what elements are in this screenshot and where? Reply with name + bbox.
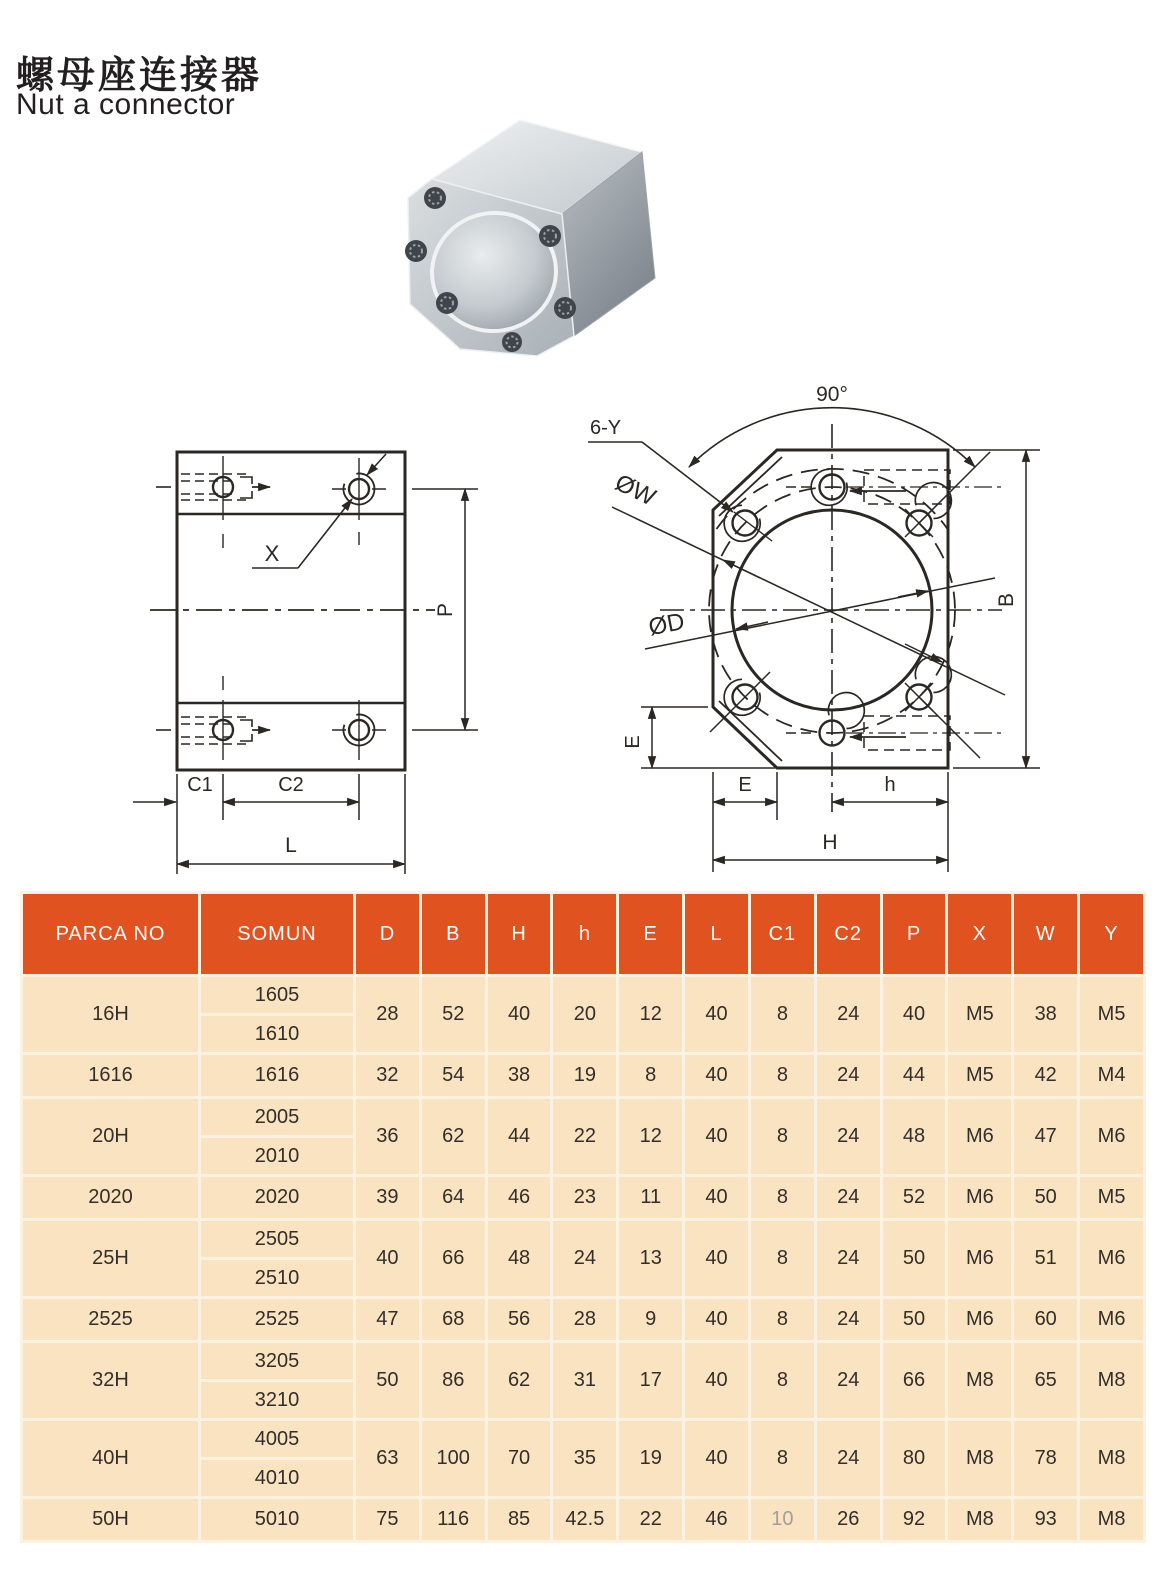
table-row [22,1098,1145,1137]
dim-label-6y: 6-Y [590,417,622,439]
dim-label-c2: C2 [278,774,304,796]
cell-h: 20 [552,976,618,1054]
spec-table-body [22,976,1145,1542]
cell-l: 40 [684,1420,750,1498]
cell-b: 62 [420,1098,486,1176]
column-header-w: W [1013,893,1079,976]
product-photo-drawing [372,106,687,384]
cell-d: 75 [355,1498,421,1542]
cell-somun: 2505 [200,1220,355,1259]
cell-l: 40 [684,1176,750,1220]
cell-e: 17 [618,1342,684,1420]
cell-d: 36 [355,1098,421,1176]
cell-l: 40 [684,1054,750,1098]
cell-l: 46 [684,1498,750,1542]
cell-c1: 8 [749,1342,815,1420]
cell-c2: 24 [815,1176,881,1220]
dim-x [252,499,352,568]
dim-label-e-side: E [622,735,644,749]
cell-w: 47 [1013,1098,1079,1176]
cell-c1: 8 [749,1098,815,1176]
spec-table [20,891,1146,1543]
page-title-chinese: 螺母座连接器 [16,55,263,97]
cell-c1: 8 [749,1220,815,1298]
cell-x: M8 [947,1498,1013,1542]
dim-label-l: L [285,834,297,857]
cell-parca-no: 2020 [22,1176,200,1220]
cell-d: 47 [355,1298,421,1342]
cell-h: 48 [486,1220,552,1298]
cell-x: M5 [947,976,1013,1054]
cell-y: M8 [1079,1342,1145,1420]
cell-p: 50 [881,1298,947,1342]
cell-c1: 10 [749,1498,815,1542]
cell-l: 40 [684,1298,750,1342]
cell-h: 62 [486,1342,552,1420]
column-header-p: P [881,893,947,976]
dim-label-c1: C1 [187,774,213,796]
front-view-hole-thread-arcs [724,469,951,728]
front-view-hidden-detail-top [846,470,1002,504]
side-hole-bottom-right [332,700,386,760]
cell-w: 60 [1013,1298,1079,1342]
column-header-somun: SOMUN [200,893,355,976]
cell-e: 13 [618,1220,684,1298]
spec-table-section [20,891,1146,1543]
cell-h: 56 [486,1298,552,1342]
cell-b: 52 [420,976,486,1054]
cell-somun: 3210 [200,1381,355,1420]
cell-p: 66 [881,1342,947,1420]
cell-e: 11 [618,1176,684,1220]
cell-h: 22 [552,1098,618,1176]
cell-p: 40 [881,976,947,1054]
cell-p: 44 [881,1054,947,1098]
cell-somun: 3205 [200,1342,355,1381]
cell-e: 19 [618,1420,684,1498]
cell-l: 40 [684,1098,750,1176]
cell-h: 42.5 [552,1498,618,1542]
cell-e: 12 [618,976,684,1054]
cell-b: 68 [420,1298,486,1342]
cell-h: 70 [486,1420,552,1498]
side-hole-top-right [332,454,386,545]
cell-h: 44 [486,1098,552,1176]
cell-w: 51 [1013,1220,1079,1298]
cell-y: M6 [1079,1298,1145,1342]
cell-b: 86 [420,1342,486,1420]
cell-e: 12 [618,1098,684,1176]
cell-parca-no: 40H [22,1420,200,1498]
cell-y: M8 [1079,1420,1145,1498]
cell-c1: 8 [749,1420,815,1498]
dim-e-side [622,707,775,768]
cell-h: 24 [552,1220,618,1298]
cell-parca-no: 25H [22,1220,200,1298]
cell-p: 52 [881,1176,947,1220]
dim-c1-c2-l [133,774,405,874]
cell-y: M4 [1079,1054,1145,1098]
cell-somun: 4010 [200,1459,355,1498]
column-header-b: B [420,893,486,976]
cell-parca-no: 2525 [22,1298,200,1342]
dim-label-p: P [434,602,457,618]
cell-p: 80 [881,1420,947,1498]
cell-somun: 1610 [200,1015,355,1054]
cell-d: 39 [355,1176,421,1220]
dim-label-w: ØW [610,469,660,512]
cell-h: 28 [552,1298,618,1342]
cell-h: 85 [486,1498,552,1542]
dim-label-h-small: h [884,774,896,796]
cell-x: M8 [947,1342,1013,1420]
cell-b: 54 [420,1054,486,1098]
cell-somun: 2020 [200,1176,355,1220]
cell-x: M6 [947,1176,1013,1220]
dim-label-b: B [995,592,1018,608]
cell-somun: 5010 [200,1498,355,1542]
cell-somun: 1605 [200,976,355,1015]
dim-p [412,489,478,730]
dim-d [645,578,995,649]
cell-x: M6 [947,1298,1013,1342]
dim-label-x: X [264,541,280,566]
dim-label-90: 90° [816,383,848,406]
front-view-chamfer-lines [719,457,782,761]
cell-p: 50 [881,1220,947,1298]
cell-d: 50 [355,1342,421,1420]
spec-table-head [22,893,1145,976]
column-header-y: Y [1079,893,1145,976]
cell-somun: 2525 [200,1298,355,1342]
cell-c1: 8 [749,1176,815,1220]
side-hole-top-left [156,456,270,548]
cell-w: 38 [1013,976,1079,1054]
front-view-hidden-detail-bottom [846,716,1002,750]
cell-parca-no: 1616 [22,1054,200,1098]
cell-l: 40 [684,976,750,1054]
cell-somun: 2510 [200,1259,355,1298]
cell-w: 50 [1013,1176,1079,1220]
cell-c2: 24 [815,1220,881,1298]
cell-e: 8 [618,1054,684,1098]
cell-e: 22 [618,1498,684,1542]
table-row [22,1342,1145,1381]
cell-parca-no: 16H [22,976,200,1054]
cell-h: 35 [552,1420,618,1498]
page-title-english: Nut a connector [16,88,236,121]
cell-c2: 24 [815,1342,881,1420]
cell-b: 116 [420,1498,486,1542]
cell-d: 32 [355,1054,421,1098]
dim-label-h-large: H [822,831,838,854]
cell-c1: 8 [749,1298,815,1342]
column-header-l: L [684,893,750,976]
table-row [22,1176,1145,1220]
cell-c2: 24 [815,1420,881,1498]
cell-p: 48 [881,1098,947,1176]
side-hole-bottom-left [156,676,270,760]
cell-e: 9 [618,1298,684,1342]
table-row [22,1220,1145,1259]
cell-l: 40 [684,1342,750,1420]
cell-h: 40 [486,976,552,1054]
cell-x: M8 [947,1420,1013,1498]
cell-c2: 24 [815,1054,881,1098]
cell-c2: 24 [815,1298,881,1342]
cell-y: M8 [1079,1498,1145,1542]
cell-somun: 2010 [200,1137,355,1176]
table-row [22,1298,1145,1342]
cell-l: 40 [684,1220,750,1298]
cell-c2: 26 [815,1498,881,1542]
cell-somun: 1616 [200,1054,355,1098]
front-view-drawing [558,368,1060,880]
cell-h: 19 [552,1054,618,1098]
column-header-d: D [355,893,421,976]
cell-parca-no: 20H [22,1098,200,1176]
side-view-flange-lines [177,514,405,703]
cell-h: 31 [552,1342,618,1420]
column-header-x: X [947,893,1013,976]
table-row [22,1054,1145,1098]
cell-y: M5 [1079,1176,1145,1220]
table-row [22,1498,1145,1542]
dim-label-d: ØD [646,607,687,642]
cell-y: M6 [1079,1220,1145,1298]
cell-c2: 24 [815,976,881,1054]
cell-somun: 4005 [200,1420,355,1459]
cell-d: 28 [355,976,421,1054]
table-row [22,976,1145,1015]
cell-b: 100 [420,1420,486,1498]
dim-e-h-H [713,772,948,872]
cell-x: M5 [947,1054,1013,1098]
cell-somun: 2005 [200,1098,355,1137]
column-header-h: H [486,893,552,976]
cell-y: M6 [1079,1098,1145,1176]
cell-parca-no: 32H [22,1342,200,1420]
cell-w: 65 [1013,1342,1079,1420]
dim-label-e-bottom: E [738,774,752,796]
dim-b [953,450,1040,768]
cell-x: M6 [947,1098,1013,1176]
cell-c2: 24 [815,1098,881,1176]
column-header-h: h [552,893,618,976]
cell-y: M5 [1079,976,1145,1054]
cell-p: 92 [881,1498,947,1542]
cell-c1: 8 [749,976,815,1054]
cell-w: 42 [1013,1054,1079,1098]
cell-b: 66 [420,1220,486,1298]
cell-w: 78 [1013,1420,1079,1498]
column-header-c2: C2 [815,893,881,976]
header-row [22,893,1145,976]
product-photo [372,106,687,384]
cell-h: 46 [486,1176,552,1220]
cell-parca-no: 50H [22,1498,200,1542]
cell-d: 63 [355,1420,421,1498]
column-header-e: E [618,893,684,976]
column-header-parca-no: PARCA NO [22,893,200,976]
cell-h: 38 [486,1054,552,1098]
column-header-c1: C1 [749,893,815,976]
cell-w: 93 [1013,1498,1079,1542]
cell-x: M6 [947,1220,1013,1298]
side-view-drawing [125,415,485,880]
table-row [22,1420,1145,1459]
cell-h: 23 [552,1176,618,1220]
cell-c1: 8 [749,1054,815,1098]
cell-d: 40 [355,1220,421,1298]
cell-b: 64 [420,1176,486,1220]
